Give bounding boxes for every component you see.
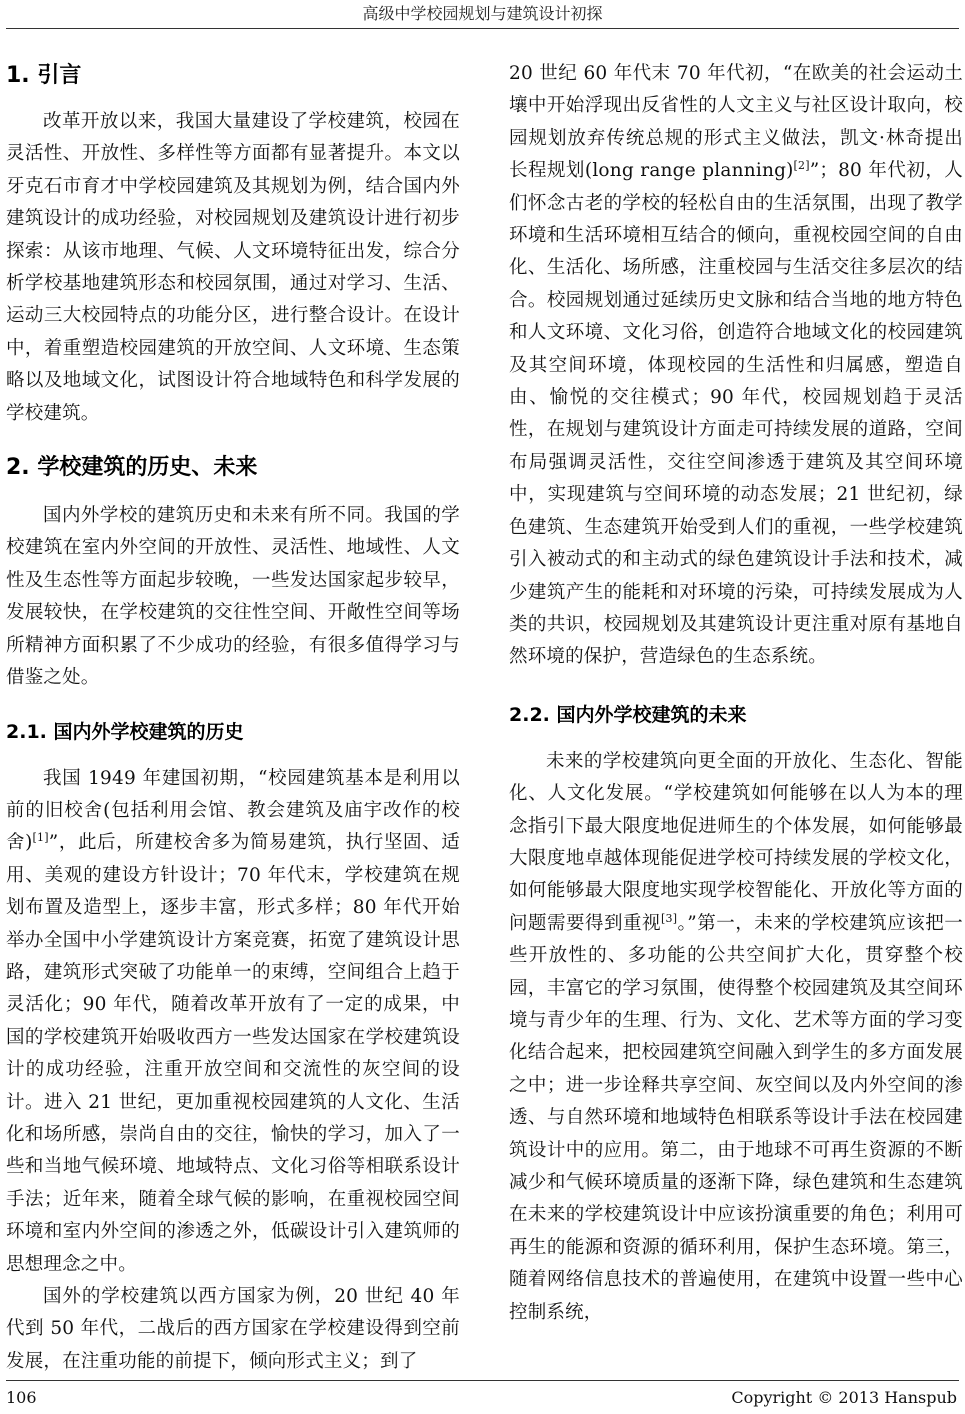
citation-ref-1: [1] (32, 831, 49, 845)
section-2-1-paragraph-2-continued (509, 58, 963, 674)
section-2-2-paragraph (509, 746, 963, 1329)
citation-ref-2: [2] (793, 159, 810, 173)
page-number: 106 (6, 1388, 37, 1407)
text-span: 20 世纪 60 年代末 70 年代初，“在欧美的社会运动土壤中开始浮现出反省性的人文主义与社区设计取向，校园规划放弃传统总规的形式主义做法，凯文·林奇提出长程规划(long range planning) (509, 63, 963, 182)
text-span: 。”第一，未来的学校建筑应该把一些开放性的、多功能的公共空间扩大化，贯穿整个校园，丰富它的学习氛围，使得整个校园建筑及其空间环境与青少年的生理、行为、文化、艺术等方面的学习变化结合起来，把校园建筑空间融入到学生的多方面发展之中；进一步诠释共享空间、灰空间以及内外空间的渗透、与自然环境和地域特色相联系等设计手法在校园建筑设计中的应用。第二，由于地球不可再生资源的不断减少和气候环境质量的逐渐下降，绿色建筑和生态建筑在未来的学校建筑设计中应该扮演重要的角色；利用可再生的能源和资源的循环利用，保护生态环境。第三，随着网络信息技术的普遍使用，在建筑中设置一些中心控制系统， (509, 912, 963, 1323)
text-span: ”；80 年代初，人们怀念古老的学校的轻松自由的生活氛围，出现了教学环境和生活环境相互结合的倾向，重视校园空间的自由化、生活化、场所感，注重校园与生活交往多层次的结合。校园规划通过延续历史文脉和结合当地的地方特色和人文环境、文化习俗，创造符合地域文化的校园建筑及其空间环境，体现校园的生活性和归属感，塑造自由、愉悦的交往模式；90 年代，校园规划趋于灵活性，在规划与建筑设计方面走可持续发展的道路，空间布局强调灵活性，交往空间渗透于建筑及其空间环境中，实现建筑与空间环境的动态发展；21 世纪初，绿色建筑、生态建筑开始受到人们的重视，一些学校建筑引入被动式的和主动式的绿色建筑设计手法和技术，减少建筑产生的能耗和对环境的污染，可持续发展成为人类的共识，校园规划及其建筑设计更注重对原有基地自然环境的保护，营造绿色的生态系统。 (509, 160, 963, 668)
citation-ref-3: [3] (661, 911, 678, 925)
copyright-notice: Copyright © 2013 Hanspub (731, 1388, 957, 1407)
section-2-paragraph: 国内外学校的建筑历史和未来有所不同。我国的学校建筑在室内外空间的开放性、灵活性、地域性、人文性及生态性等方面起步较晚，一些发达国家起步较早，发展较快，在学校建筑的交往性空间、开敞性空间等场所精神方面积累了不少成功的经验，有很多值得学习与借鉴之处。 (6, 505, 460, 689)
text-span: 未来的学校建筑向更全面的开放化、生态化、智能化、人文化发展。“学校建筑如何能够在以人为本的理念指引下最大限度地促进师生的个体发展，如何能够最大限度地卓越体现能促进学校可持续发展的学校文化，如何能够最大限度地实现学校智能化、开放化等方面的问题需要得到重视 (509, 750, 963, 934)
section-1-paragraph: 改革开放以来，我国大量建设了学校建筑，校园在灵活性、开放性、多样性等方面都有显著提升。本文以牙克石市育才中学校园建筑及其规划为例，结合国内外建筑设计的成功经验，对校园规划及建筑设计进行初步探索：从该市地理、气候、人文环境特征出发，综合分析学校基地建筑形态和校园氛围，通过对学习、生活、运动三大校园特点的功能分区，进行整合设计。在设计中，着重塑造校园建筑的开放空间、人文环境、生态策略以及地域文化，试图设计符合地域特色和科学发展的学校建筑。 (6, 111, 460, 424)
section-2-1-heading: 2.1. 国内外学校建筑的历史 (6, 720, 244, 743)
right-column (509, 58, 963, 1329)
section-2-2-heading: 2.2. 国内外学校建筑的未来 (509, 703, 747, 726)
footer-divider (6, 1380, 959, 1381)
left-column (6, 56, 460, 1378)
section-2-heading: 2. 学校建筑的历史、未来 (6, 455, 258, 481)
section-2-1-paragraph-2: 国外的学校建筑以西方国家为例，20 世纪 40 年代到 50 年代，二战后的西方国家在学校建设得到空前发展，在注重功能的前提下，倾向形式主义；到了 (6, 1286, 460, 1372)
text-span: 我国 1949 年建国初期，“校园建筑基本是利用以前的旧校舍(包括利用会馆、教会建筑及庙宇改作的校舍) (6, 767, 460, 854)
running-head: 高级中学校园规划与建筑设计初探 (362, 4, 603, 23)
section-2-1-paragraph-1 (6, 763, 460, 1282)
header-divider (6, 28, 959, 29)
section-1-heading: 1. 引言 (6, 63, 82, 88)
text-span: ”，此后，所建校舍多为简易建筑，执行坚固、适用、美观的建设方针设计；70 年代末，学校建筑在规划布置及造型上，逐步丰富，形式多样；80 年代开始举办全国中小学建筑设计方案竞赛，拓宽了建筑设计思路，建筑形式突破了功能单一的束缚，空间组合上趋于灵活化；90 年代，随着改革开放有了一定的成果，中国的学校建筑开始吸收西方一些发达国家在学校建筑设计的成功经验，注重开放空间和交流性的灰空间的设计。进入 21 世纪，更加重视校园建筑的人文化、生活化和场所感，崇尚自由的交往，愉快的学习，加入了一些和当地气候环境、地域特点、文化习俗等相联系设计手法；近年来，随着全球气候的影响，在重视校园空间环境和室内外空间的渗透之外，低碳设计引入建筑师的思想理念之中。 (6, 832, 460, 1275)
